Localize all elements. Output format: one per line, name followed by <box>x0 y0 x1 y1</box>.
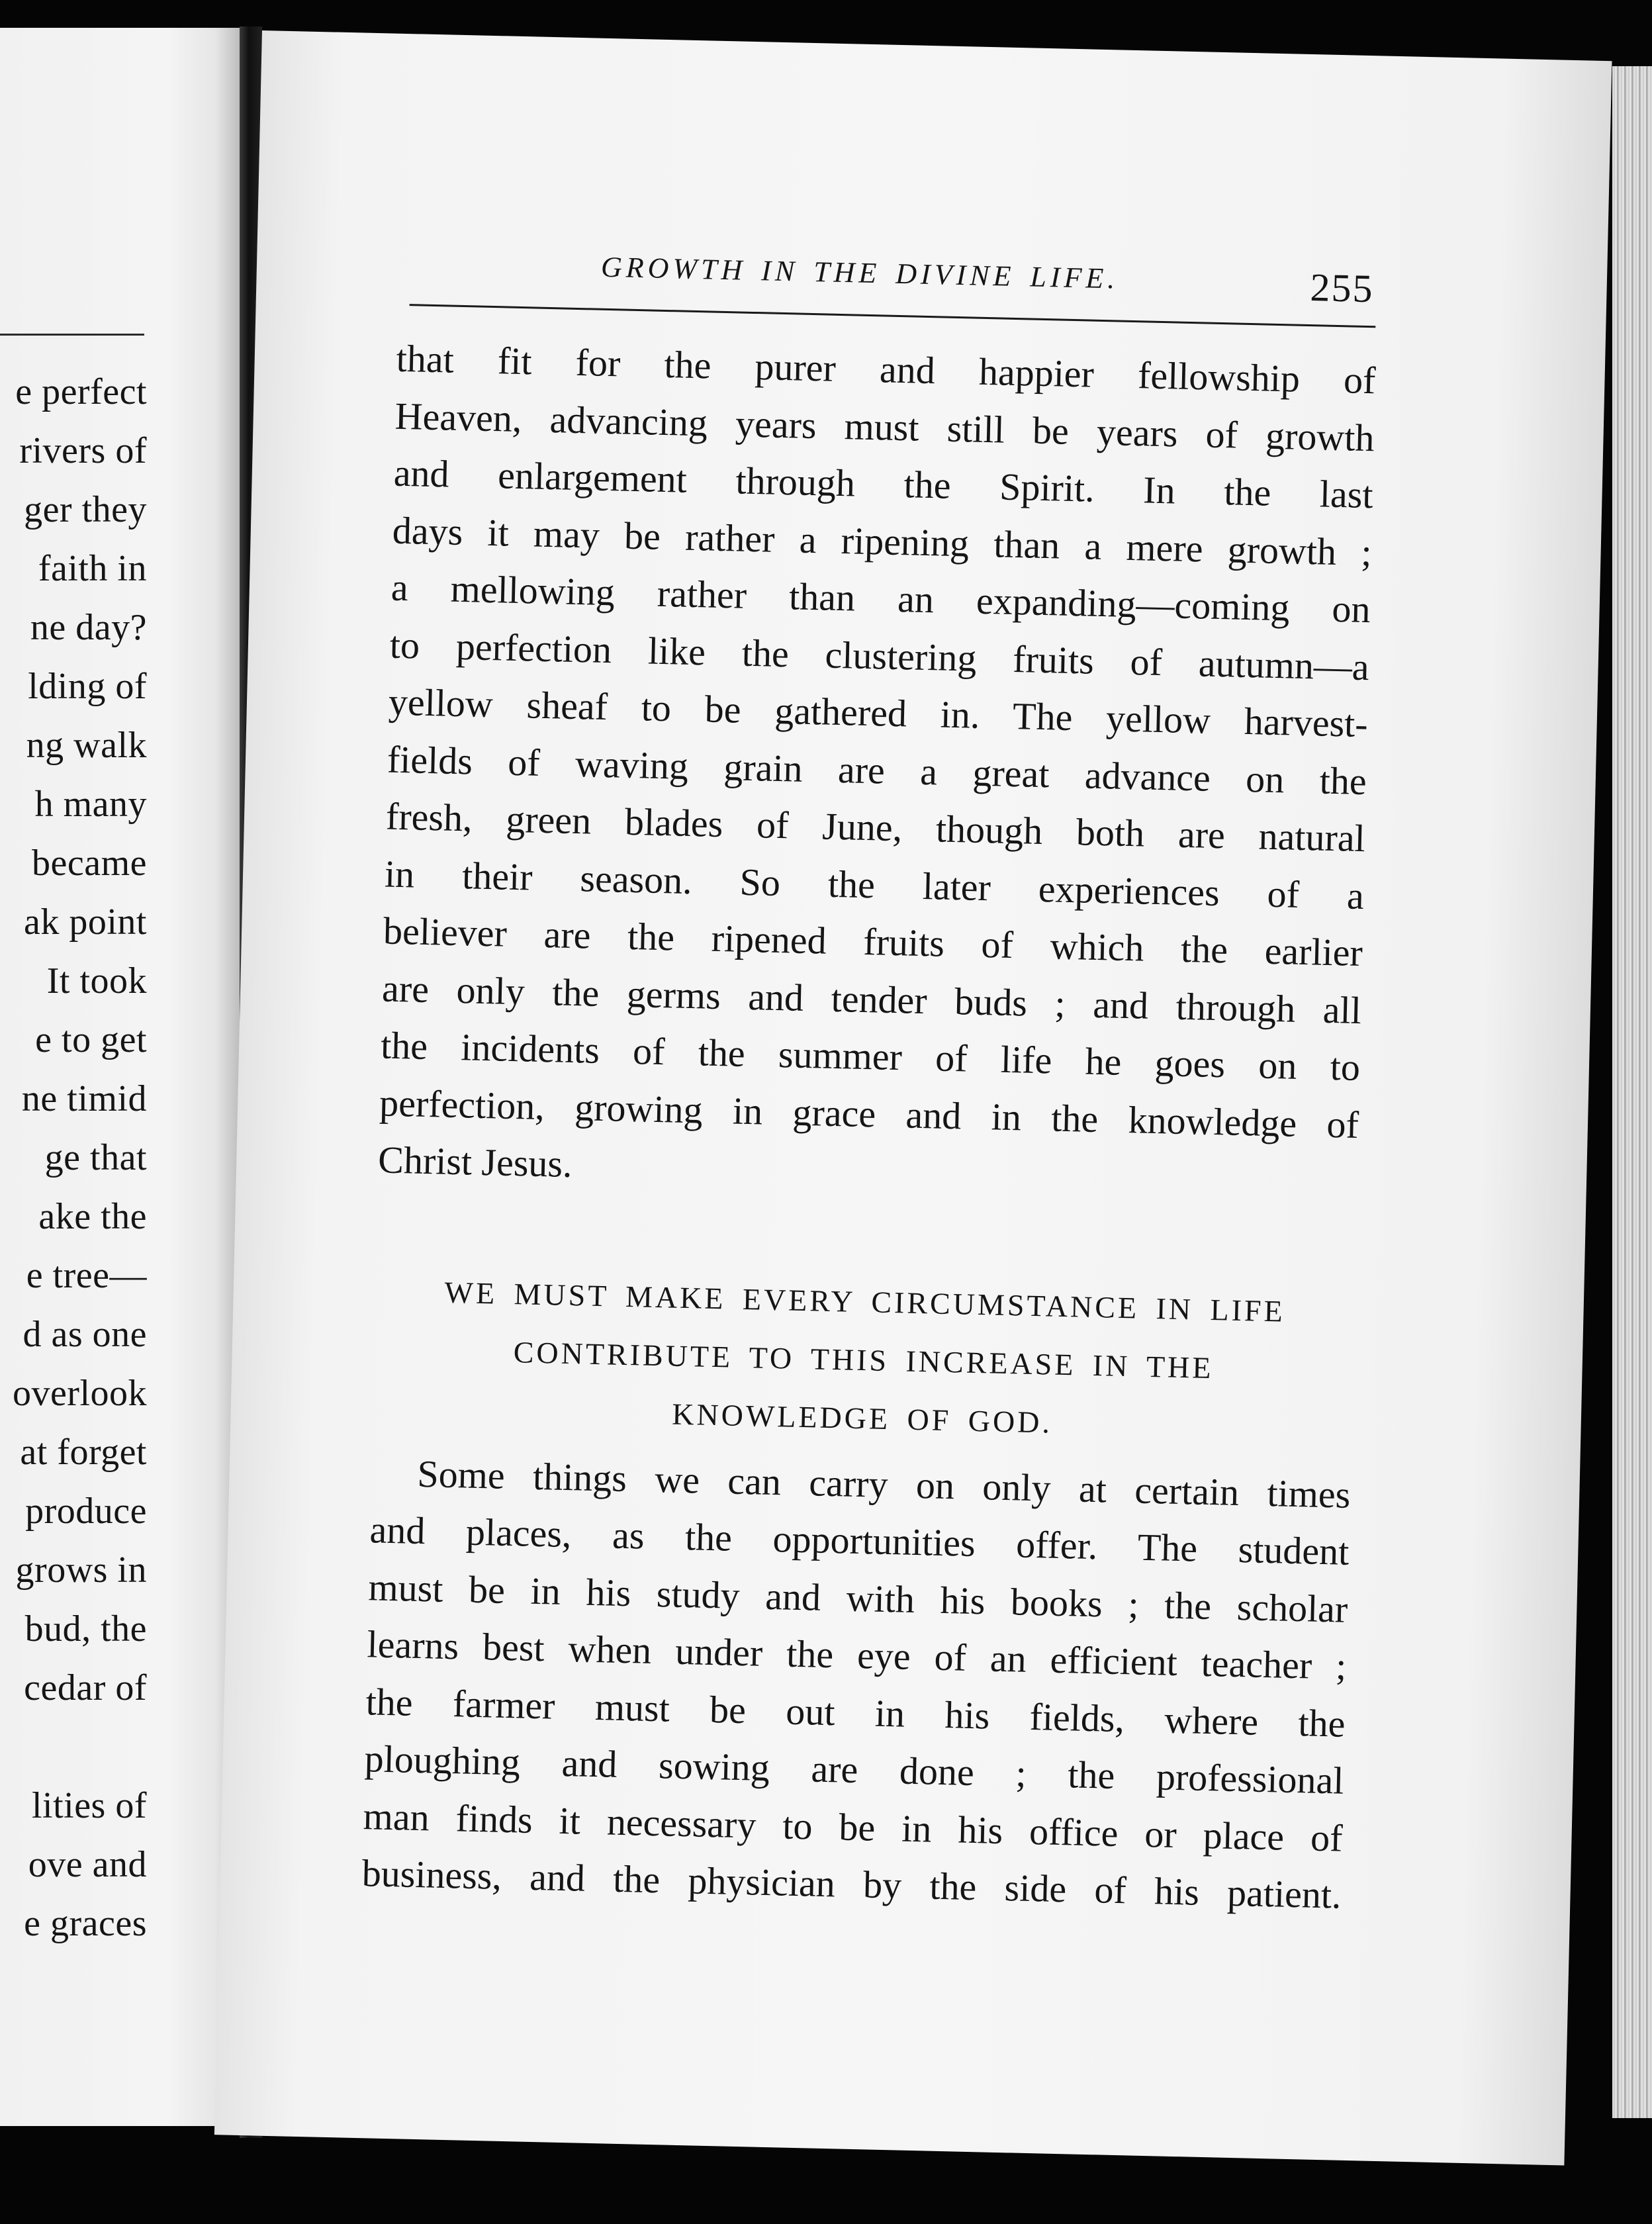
left-text-line: bud, the <box>24 1608 147 1649</box>
text-line: fields of waving grain are a great advance on the <box>387 737 1367 803</box>
text-line: business, and the physician by the side of his patient. <box>361 1851 1342 1917</box>
left-text-line: ne day? <box>30 607 147 648</box>
text-line: must be in his study and with his books ; the scholar <box>367 1565 1349 1631</box>
left-page <box>0 28 240 2126</box>
left-text-line: ak point <box>24 902 147 943</box>
page-edges <box>1612 66 1652 2118</box>
text-line: believer are the ripened fruits of which the earlier <box>383 909 1363 975</box>
section-heading <box>372 1262 1355 1459</box>
text-line: that fit for the purer and happier fellowship of <box>396 336 1377 402</box>
text-line: the farmer must be out in his fields, where the <box>365 1679 1346 1745</box>
left-text-line: e graces <box>24 1903 147 1944</box>
left-text-line: It took <box>46 960 147 1001</box>
text-line: fresh, green blades of June, though both are natural <box>385 794 1366 860</box>
header-rule <box>410 304 1376 328</box>
section-heading-line: CONTRIBUTE TO THIS INCREASE IN THE <box>513 1334 1215 1385</box>
text-line: perfection, growing in grace and in the knowledge of <box>379 1080 1359 1146</box>
right-page <box>214 30 1612 2165</box>
left-text-line: ng walk <box>26 725 147 766</box>
left-text-line: ove and <box>28 1844 147 1885</box>
left-header-rule <box>0 334 144 336</box>
text-line: are only the germs and tender buds ; and through all <box>381 966 1362 1032</box>
running-head: GROWTH IN THE DIVINE LIFE. <box>600 250 1119 295</box>
text-line: Some things we can carry on only at certain times <box>416 1452 1351 1516</box>
text-line: the incidents of the summer of life he goes on to <box>380 1023 1361 1089</box>
left-text-line: grows in <box>15 1550 147 1591</box>
left-text-line: e tree— <box>26 1255 147 1296</box>
left-text-line: faith in <box>38 548 147 589</box>
left-text-line: e perfect <box>15 371 147 412</box>
left-text-line: produce <box>25 1491 147 1532</box>
text-line: and places, as the opportunities offer. The student <box>369 1508 1350 1573</box>
text-line: to perfection like the clustering fruits of autumn—a <box>389 623 1370 688</box>
text-line: and enlargement through the Spirit. In the last <box>393 451 1374 517</box>
left-text-line: e to get <box>35 1019 147 1060</box>
left-text-line: overlook <box>12 1373 147 1414</box>
text-line: days it may be rather a ripening than a mere growth ; <box>392 508 1373 574</box>
text-line: learns best when under the eye of an efficient teacher ; <box>366 1622 1348 1688</box>
text-line: yellow sheaf to be gathered in. The yellow harvest- <box>388 680 1369 746</box>
left-text-line: ne timid <box>21 1078 147 1119</box>
section-heading-line: WE MUST MAKE EVERY CIRCUMSTANCE IN LIFE <box>444 1275 1286 1328</box>
text-line: ploughing and sowing are done ; the professional <box>364 1737 1345 1802</box>
text-line: a mellowing rather than an expanding—coming on <box>390 565 1371 631</box>
left-text-line: lding of <box>28 666 147 707</box>
left-text-line: ake the <box>38 1196 147 1237</box>
paragraph-continuation <box>377 330 1376 1211</box>
left-text-line: ger they <box>24 489 147 530</box>
section-heading-line: KNOWLEDGE OF GOD. <box>671 1397 1053 1440</box>
text-line: Christ Jesus. <box>377 1138 573 1186</box>
left-text-line: became <box>32 843 147 884</box>
left-text-line: ge that <box>44 1137 147 1178</box>
left-text-line: rivers of <box>19 430 147 471</box>
text-line: Heaven, advancing years must still be years of growth <box>394 394 1375 459</box>
left-text-line: cedar of <box>24 1667 147 1708</box>
left-text-line: h many <box>34 784 147 825</box>
page-number: 255 <box>1309 265 1375 311</box>
text-line: in their season. So the later experiences of a <box>384 852 1365 917</box>
text-line: man finds it necessary to be in his office or place of <box>363 1794 1344 1860</box>
left-text-line: at forget <box>20 1432 147 1473</box>
left-text-line <box>13 1718 147 1777</box>
paragraph <box>361 1444 1351 1924</box>
left-text-line: d as one <box>23 1314 147 1355</box>
page-body <box>361 330 1377 1924</box>
left-text-line: lities of <box>31 1785 147 1826</box>
left-page-text <box>13 363 147 1953</box>
